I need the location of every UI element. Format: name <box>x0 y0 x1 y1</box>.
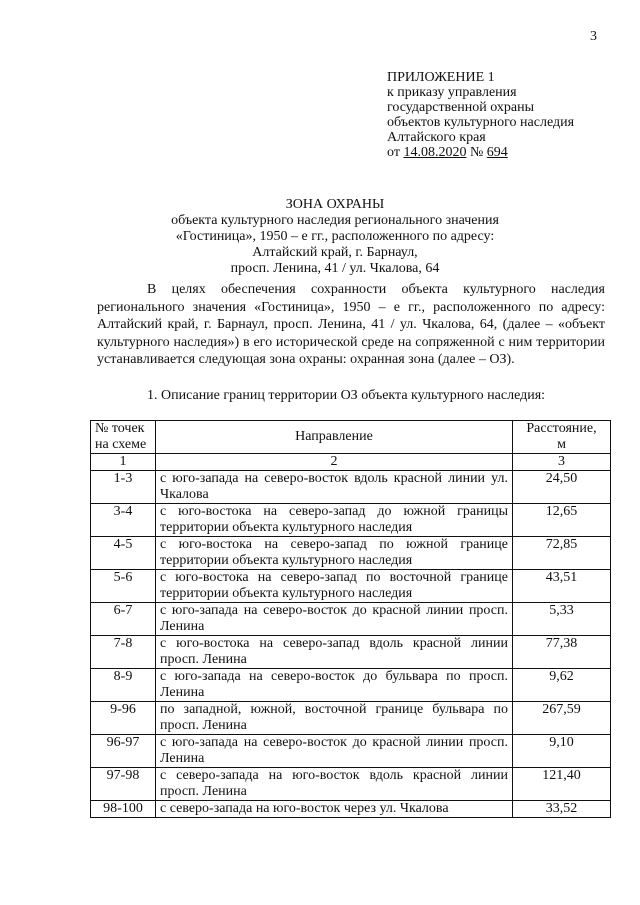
points-cell: 1-3 <box>91 471 156 504</box>
order-date: 14.08.2020 <box>403 145 467 160</box>
appendix-line: государственной охраны <box>387 100 535 115</box>
zone-heading <box>60 197 610 277</box>
direction-cell: с юго-востока на северо-запад по южной границе территории объекта культурного наследия <box>156 537 513 570</box>
header-points-line: на схеме <box>95 437 147 452</box>
distance-cell: 33,52 <box>513 801 611 818</box>
points-cell: 3-4 <box>91 504 156 537</box>
table-header-row <box>91 421 611 454</box>
section-heading: 1. Описание границ территории ОЗ объекта культурного наследия: <box>147 388 546 403</box>
points-cell: 96-97 <box>91 735 156 768</box>
table-row <box>91 603 611 636</box>
distance-cell: 5,33 <box>513 603 611 636</box>
header-points <box>91 421 156 454</box>
zone-subtitle-line: просп. Ленина, 41 / ул. Чкалова, 64 <box>230 261 440 276</box>
points-cell: 7-8 <box>91 636 156 669</box>
distance-cell: 72,85 <box>513 537 611 570</box>
header-points-line: № точек <box>95 421 145 436</box>
direction-cell: с юго-востока на северо-запад вдоль красной линии просп. Ленина <box>156 636 513 669</box>
direction-cell: по западной, южной, восточной границе бульвара по просп. Ленина <box>156 702 513 735</box>
intro-text: В целях обеспечения сохранности объекта культурного наследия регионального значения «Гостиница», 1950 – е гг., расположенного по адресу: Алтайский край, г. Барнаул, просп. Ленина, 41 / ул. Чкалова, 64, (далее – «объект культурного наследия») в его исторической среде на сопряженной с ним территории устанавливается следующая зона охраны: охранная зона (далее – ОЗ). <box>97 282 605 367</box>
distance-cell: 9,10 <box>513 735 611 768</box>
appendix-date-line <box>387 145 574 160</box>
zone-subtitle-line: «Гостиница», 1950 – е гг., расположенного по адресу: <box>175 229 495 244</box>
distance-cell: 24,50 <box>513 471 611 504</box>
direction-cell: с юго-запада на северо-восток до красной линии просп. Ленина <box>156 735 513 768</box>
date-prefix: от <box>387 145 404 160</box>
direction-cell: с юго-востока на северо-запад по восточной границе территории объекта культурного наследия <box>156 570 513 603</box>
header-distance-line: м <box>557 437 566 452</box>
points-cell: 8-9 <box>91 669 156 702</box>
direction-cell: с юго-запада на северо-восток до красной линии просп. Ленина <box>156 603 513 636</box>
distance-cell: 43,51 <box>513 570 611 603</box>
points-cell: 5-6 <box>91 570 156 603</box>
table-row <box>91 570 611 603</box>
points-cell: 97-98 <box>91 768 156 801</box>
distance-cell: 9,62 <box>513 669 611 702</box>
table-row <box>91 702 611 735</box>
appendix-block <box>387 70 574 160</box>
column-number-row <box>91 454 611 471</box>
points-cell: 98-100 <box>91 801 156 818</box>
distance-cell: 77,38 <box>513 636 611 669</box>
appendix-line: объектов культурного наследия <box>387 115 575 130</box>
distance-cell: 121,40 <box>513 768 611 801</box>
direction-cell: с северо-запада на юго-восток вдоль красной линии просп. Ленина <box>156 768 513 801</box>
zone-subtitle-line: Алтайский край, г. Барнаул, <box>252 245 418 260</box>
zone-title: ЗОНА ОХРАНЫ <box>285 197 385 212</box>
appendix-line: Алтайского края <box>387 130 486 145</box>
column-number: 1 <box>91 454 156 471</box>
appendix-title: ПРИЛОЖЕНИЕ 1 <box>387 70 495 85</box>
points-cell: 6-7 <box>91 603 156 636</box>
table-row <box>91 801 611 818</box>
zone-subtitle-line: объекта культурного наследия регионального значения <box>171 213 499 228</box>
order-number: 694 <box>486 145 508 160</box>
table-row <box>91 537 611 570</box>
table-row <box>91 471 611 504</box>
table-row <box>91 669 611 702</box>
table-row <box>91 735 611 768</box>
table-body <box>91 471 611 818</box>
points-cell: 4-5 <box>91 537 156 570</box>
intro-paragraph <box>97 281 605 369</box>
table-row <box>91 636 611 669</box>
column-number: 2 <box>156 454 513 471</box>
header-distance-line: Расстояние, <box>526 421 597 436</box>
direction-cell: с юго-востока на северо-запад до южной границы территории объекта культурного наследия <box>156 504 513 537</box>
direction-cell: с юго-запада на северо-восток до бульвара по просп. Ленина <box>156 669 513 702</box>
direction-cell: с северо-запада на юго-восток через ул. Чкалова <box>156 801 513 818</box>
distance-cell: 12,65 <box>513 504 611 537</box>
column-number: 3 <box>513 454 611 471</box>
number-prefix: № <box>466 145 487 160</box>
distance-cell: 267,59 <box>513 702 611 735</box>
table-row <box>91 768 611 801</box>
points-cell: 9-96 <box>91 702 156 735</box>
table-row <box>91 504 611 537</box>
direction-cell: с юго-запада на северо-восток вдоль красной линии ул. Чкалова <box>156 471 513 504</box>
appendix-line: к приказу управления <box>387 85 517 100</box>
header-direction: Направление <box>156 421 513 454</box>
page-number: 3 <box>590 29 597 44</box>
header-distance <box>513 421 611 454</box>
boundary-table <box>90 420 611 818</box>
